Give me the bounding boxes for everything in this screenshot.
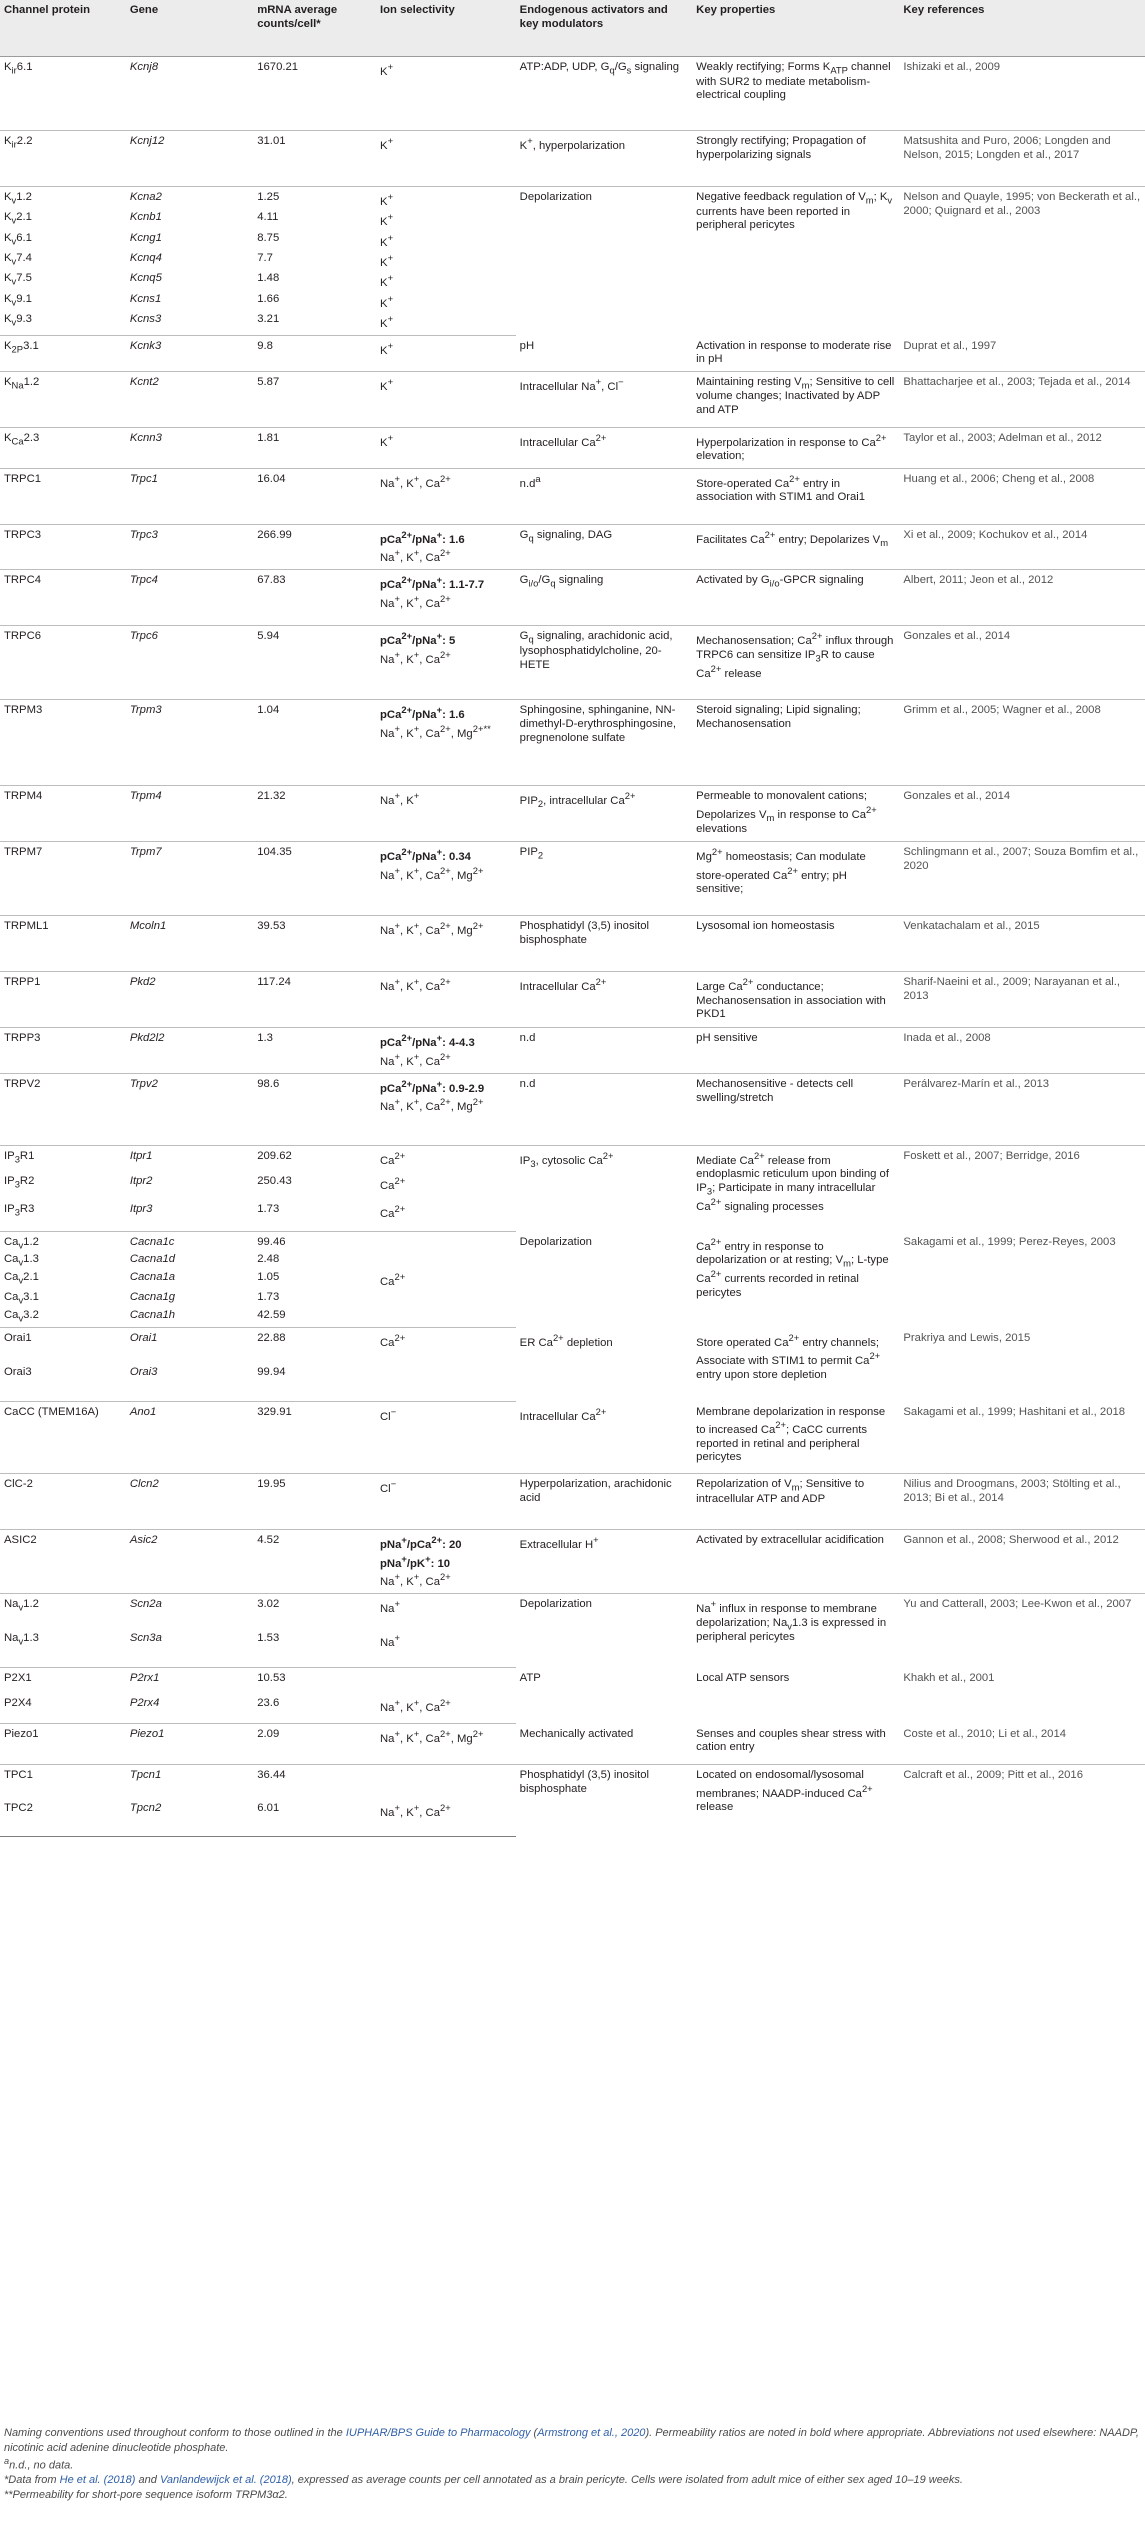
activators-cell: $IP_3$, cytosolic $Ca^{2+}$ <box>519 1150 614 1170</box>
ion-selectivity-cell: pCa$^{2+}$/pNa+: 4-4.3 Na+, K+, $Ca^{2+}$ <box>376 1028 516 1074</box>
gene-cell: Kcna2 <box>129 191 162 203</box>
gene-cell: Kcnb1 <box>129 211 162 224</box>
table-row <box>0 1530 1145 1594</box>
mrna-count-cell: 3.02 <box>257 1598 280 1611</box>
ion-selectivity-cell: Na+, K+, $Ca^{2+}$ <box>376 468 516 524</box>
channel-protein-cell: TRPM4 <box>0 786 126 842</box>
activators-cell: Phosphatidyl (3,5) inositol bisphosphate <box>519 1769 650 1795</box>
activators-cell: $G_q$ signaling, DAG <box>516 524 693 570</box>
activators-cell: $PIP_2$ <box>516 842 693 916</box>
mrna-count-cell: 1.04 <box>253 700 376 786</box>
table-header-row <box>0 0 1145 57</box>
ion-selectivity-cell: $Ca^{2+}$ <box>376 1202 516 1232</box>
ion-selectivity-cell: K+ <box>380 231 394 249</box>
mrna-count-cell: 4.52 <box>253 1530 376 1594</box>
ion-selectivity-cell: Na+, K+, $Ca^{2+}$, $Mg^{2+}$ <box>376 916 516 972</box>
mrna-count-cell: 42.59 <box>253 1308 376 1328</box>
ion-selectivity-cell: K+ <box>380 251 394 269</box>
mrna-count-cell: 4.11 <box>257 211 279 224</box>
mrna-count-cell: 1.05 <box>257 1270 280 1283</box>
channel-protein-cell: $K_v6.1$ <box>4 231 32 246</box>
mrna-count-cell: 16.04 <box>253 468 376 524</box>
channel-protein-cell: $Ca_v2.1$ <box>4 1270 39 1285</box>
ion-selectivity-cell: $Ca^{2+}$ <box>380 1270 406 1288</box>
ion-selectivity-cell: K+ <box>376 336 516 372</box>
gene-cell: Kcnn3 <box>126 427 253 468</box>
mrna-count-cell: 98.6 <box>253 1074 376 1146</box>
mrna-count-cell: 67.83 <box>253 570 376 626</box>
channel-protein-cell: $IP_3R3$ <box>0 1202 126 1232</box>
table-row <box>0 524 1145 570</box>
gene-cell: Trpc6 <box>126 626 253 700</box>
channel-protein-cell: $K_v2.1$ <box>4 211 32 226</box>
activators-cell: Phosphatidyl (3,5) inositol bisphosphate <box>516 916 693 972</box>
activators-cell: $G_q$ signaling, arachidonic acid, lysophosphatidylcholine, 20-HETE <box>516 626 693 700</box>
table-row <box>0 700 1145 786</box>
gene-cell: Trpm7 <box>126 842 253 916</box>
ion-selectivity-cell <box>376 1365 516 1402</box>
channel-protein-cell: TRPP1 <box>0 972 126 1028</box>
mrna-count-cell: 329.91 <box>253 1402 376 1474</box>
gene-cell: Trpm4 <box>126 786 253 842</box>
channel-protein-cell: TRPC1 <box>0 468 126 524</box>
ion-selectivity-cell <box>376 1232 516 1252</box>
table-row <box>0 1765 1145 1801</box>
key-properties-cell: Store operated $Ca^{2+}$ entry channels; Associate with STIM1 to permit $Ca^{2+}$ entry upon store depletion <box>696 1331 881 1381</box>
gene-cell: Trpv2 <box>126 1074 253 1146</box>
table-row <box>0 1474 1145 1530</box>
gene-cell: Scn2a <box>129 1598 162 1611</box>
channel-protein-cell: ClC-2 <box>0 1474 126 1530</box>
gene-cell: Scn3a <box>126 1631 253 1668</box>
gene-cell: Kcnk3 <box>126 336 253 372</box>
gene-cell: Cacna1c <box>129 1236 175 1249</box>
key-properties-cell: Activation in response to moderate rise in pH <box>692 336 899 372</box>
channel-protein-cell: CaCC (TMEM16A) <box>0 1402 126 1474</box>
key-references-cell: Bhattacharjee et al., 2003; Tejada et al., 2014 <box>899 371 1145 427</box>
channel-protein-cell: $K_{Ca}2.3$ <box>0 427 126 468</box>
key-references-cell: Gonzales et al., 2014 <box>899 626 1145 700</box>
ion-selectivity-cell: K+ <box>376 371 516 427</box>
mrna-count-cell: 2.09 <box>253 1724 376 1765</box>
key-references-cell: Calcraft et al., 2009; Pitt et al., 2016 <box>903 1769 1083 1782</box>
footnote: $^a$n.d., no data. <box>4 2456 74 2472</box>
channel-protein-cell: $K_v7.5$ <box>4 272 32 287</box>
table-row <box>0 1028 1145 1074</box>
gene-cell: Kcns3 <box>126 312 253 336</box>
activators-cell: Intracellular $Ca^{2+}$ <box>516 1402 693 1474</box>
activators-cell: K+, hyperpolarization <box>516 131 693 187</box>
key-properties-cell: Activated by $G_{i/o}$-GPCR signaling <box>692 570 899 626</box>
channel-protein-cell: $IP_3R1$ <box>4 1150 35 1165</box>
channel-protein-cell: P2X4 <box>0 1696 126 1724</box>
key-properties-cell: Repolarization of $V_m$; Sensitive to intracellular ATP and ADP <box>692 1474 899 1530</box>
channel-protein-cell: Orai3 <box>0 1365 126 1402</box>
channel-protein-cell: TRPM3 <box>0 700 126 786</box>
activators-cell: Sphingosine, sphinganine, NN-dimethyl-D-erythrosphingosine, pregnenolone sulfate <box>516 700 693 786</box>
table-row <box>0 1232 1145 1252</box>
mrna-count-cell: 23.6 <box>253 1696 376 1724</box>
ion-selectivity-cell: K+ <box>376 427 516 468</box>
mrna-count-cell: 5.94 <box>253 626 376 700</box>
table-row <box>0 842 1145 916</box>
mrna-count-cell: 39.53 <box>253 916 376 972</box>
ion-selectivity-cell: K+ <box>380 292 394 310</box>
gene-cell: Cacna1a <box>129 1270 176 1283</box>
gene-cell: Tpcn2 <box>126 1801 253 1837</box>
channel-protein-cell: TRPP3 <box>0 1028 126 1074</box>
channel-protein-cell: TPC2 <box>0 1801 126 1837</box>
channel-protein-cell: TRPV2 <box>0 1074 126 1146</box>
mrna-count-cell: 1.25 <box>257 191 280 203</box>
mrna-count-cell: 2.48 <box>257 1252 280 1265</box>
mrna-count-cell: 1.73 <box>257 1290 280 1303</box>
key-references-cell: Inada et al., 2008 <box>899 1028 1145 1074</box>
activators-cell: Depolarization <box>519 191 592 203</box>
activators-cell: n.d <box>516 1074 693 1146</box>
mrna-count-cell: 99.94 <box>253 1365 376 1402</box>
mrna-count-cell: 22.88 <box>257 1332 286 1345</box>
key-properties-cell: $Ca^{2+}$ entry in response to depolarization or at resting; $V_m$; L-type $Ca^{2+}$ currents recorded in retinal pericytes <box>696 1235 889 1299</box>
ion-selectivity-cell: pCa$^{2+}$/pNa+: 1.6 Na+, K+, $Ca^{2+}$ <box>376 524 516 570</box>
activators-cell: n.d <box>516 1028 693 1074</box>
gene-cell: Cacna1h <box>126 1308 253 1328</box>
mrna-count-cell: 10.53 <box>257 1672 286 1685</box>
ion-selectivity-cell <box>376 1308 516 1328</box>
key-references-cell: Schlingmann et al., 2007; Souza Bomfim et al., 2020 <box>899 842 1145 916</box>
ion-selectivity-cell: Cl− <box>376 1474 516 1530</box>
key-properties-cell: Located on endosomal/lysosomal membranes; NAADP-induced $Ca^{2+}$ release <box>696 1769 873 1814</box>
key-references-cell: Foskett et al., 2007; Berridge, 2016 <box>903 1150 1080 1163</box>
mrna-count-cell: 1.53 <box>253 1631 376 1668</box>
activators-cell: Depolarization <box>519 1235 592 1248</box>
gene-cell: Tpcn1 <box>129 1769 162 1782</box>
channel-protein-cell: $K_v7.4$ <box>4 251 32 267</box>
key-properties-cell: Strongly rectifying; Propagation of hyperpolarizing signals <box>692 131 899 187</box>
activators-cell: ER $Ca^{2+}$ depletion <box>519 1331 613 1349</box>
key-properties-cell: Negative feedback regulation of $V_m$; $K_v$ currents have been reported in peripheral pericytes <box>696 191 893 232</box>
ion-selectivity-cell: pCa$^{2+}$/pNa+: 0.34 Na+, K+, $Ca^{2+}$, $Mg^{2+}$ <box>376 842 516 916</box>
mrna-count-cell: 250.43 <box>257 1174 292 1187</box>
key-properties-cell: Mediate $Ca^{2+}$ release from endoplasmic reticulum upon binding of $IP_3$; Participate in many intracellular $Ca^{2+}$ signaling processes <box>696 1150 889 1214</box>
key-references-cell: Sharif-Naeini et al., 2009; Narayanan et al., 2013 <box>899 972 1145 1028</box>
key-references-cell: Coste et al., 2010; Li et al., 2014 <box>899 1724 1145 1765</box>
channel-protein-cell: TRPML1 <box>0 916 126 972</box>
channel-protein-cell: $Ca_v3.1$ <box>4 1290 39 1306</box>
key-properties-cell: Hyperpolarization in response to $Ca^{2+}$ elevation; <box>692 427 899 468</box>
table-row <box>0 916 1145 972</box>
gene-cell: Cacna1d <box>129 1252 176 1265</box>
key-references-cell: Venkatachalam et al., 2015 <box>899 916 1145 972</box>
ion-selectivity-cell: $Ca^{2+}$ <box>380 1332 406 1350</box>
gene-cell: Trpm3 <box>126 700 253 786</box>
activators-cell: Depolarization <box>519 1598 592 1611</box>
ion-selectivity-cell: K+ <box>376 131 516 187</box>
mrna-count-cell: 117.24 <box>253 972 376 1028</box>
ion-selectivity-cell: K+ <box>376 312 516 336</box>
table-row <box>0 1146 1145 1174</box>
gene-cell: Trpc4 <box>126 570 253 626</box>
key-properties-cell: Lysosomal ion homeostasis <box>692 916 899 972</box>
activators-cell: ATP:ADP, UDP, $G_q/G_s$ signaling <box>516 57 693 131</box>
key-references-cell: Sakagami et al., 1999; Perez-Reyes, 2003 <box>903 1235 1116 1248</box>
mrna-count-cell: 1.73 <box>253 1202 376 1232</box>
activators-cell: $G_{i/o}/G_q$ signaling <box>516 570 693 626</box>
ion-selectivity-cell: K+ <box>376 57 516 131</box>
table-footnotes <box>0 2426 1145 2502</box>
ion-selectivity-cell: K+ <box>380 211 394 229</box>
col-header-ion-selectivity: Ion selectivity <box>376 0 516 57</box>
key-references-cell: Nelson and Quayle, 1995; von Beckerath et al., 2000; Quignard et al., 2003 <box>903 191 1141 217</box>
gene-cell: Trpc3 <box>126 524 253 570</box>
table-row <box>0 1724 1145 1765</box>
key-properties-cell: Facilitates $Ca^{2+}$ entry; Depolarizes $V_m$ <box>692 524 899 570</box>
channel-protein-cell: Orai1 <box>4 1332 32 1345</box>
key-properties-cell: Large $Ca^{2+}$ conductance; Mechanosensation in association with PKD1 <box>692 972 899 1028</box>
gene-cell: Mcoln1 <box>126 916 253 972</box>
activators-cell: ATP <box>519 1671 541 1684</box>
channel-protein-cell: ASIC2 <box>0 1530 126 1594</box>
key-references-cell: Prakriya and Lewis, 2015 <box>903 1331 1031 1344</box>
gene-cell: P2rx4 <box>126 1696 253 1724</box>
ion-selectivity-cell: Cl− <box>376 1402 516 1474</box>
gene-cell: Asic2 <box>126 1530 253 1594</box>
key-properties-cell: Activated by extracellular acidification <box>692 1530 899 1594</box>
ion-selectivity-cell: K+ <box>380 272 394 290</box>
gene-cell: Piezo1 <box>126 1724 253 1765</box>
mrna-count-cell: 1670.21 <box>253 57 376 131</box>
ion-selectivity-cell: Na+, K+, $Ca^{2+}$ <box>376 1696 516 1724</box>
mrna-count-cell: 5.87 <box>253 371 376 427</box>
channel-protein-cell: $K_{Na}1.2$ <box>0 371 126 427</box>
channel-protein-cell: $Na_v1.2$ <box>4 1598 39 1613</box>
gene-cell: Pkd2l2 <box>126 1028 253 1074</box>
table-row <box>0 1074 1145 1146</box>
ion-selectivity-cell: pCa$^{2+}$/pNa+: 0.9-2.9 Na+, K+, $Ca^{2+}$, $Mg^{2+}$ <box>376 1074 516 1146</box>
table-row <box>0 468 1145 524</box>
channel-protein-cell: $IP_3R2$ <box>4 1174 35 1189</box>
mrna-count-cell: 31.01 <box>253 131 376 187</box>
activators-cell: Mechanically activated <box>516 1724 693 1765</box>
ion-selectivity-cell <box>376 1668 516 1696</box>
channel-protein-cell: TRPC4 <box>0 570 126 626</box>
gene-cell: Itpr2 <box>129 1174 153 1187</box>
gene-cell: Pkd2 <box>126 972 253 1028</box>
key-properties-cell: Permeable to monovalent cations; Depolarizes $V_m$ in response to $Ca^{2+}$ elevations <box>692 786 899 842</box>
key-properties-cell: pH sensitive <box>692 1028 899 1074</box>
footnote: **Permeability for short-pore sequence isoform TRPM3α2. <box>4 2488 288 2501</box>
gene-cell: Kcng1 <box>129 231 162 244</box>
table-row <box>0 1594 1145 1631</box>
ion-selectivity-cell <box>376 1765 516 1801</box>
table-row <box>0 570 1145 626</box>
table-row <box>0 1328 1145 1365</box>
gene-cell: Clcn2 <box>126 1474 253 1530</box>
channel-protein-cell: $K_{ir}2.2$ <box>0 131 126 187</box>
table-row <box>0 626 1145 700</box>
key-properties-cell: Weakly rectifying; Forms $K_{ATP}$ channel with SUR2 to mediate metabolism-electrical coupling <box>692 57 899 131</box>
key-properties-cell: Store-operated $Ca^{2+}$ entry in association with STIM1 and Orai1 <box>692 468 899 524</box>
gene-cell: Trpc1 <box>126 468 253 524</box>
table-row <box>0 336 1145 372</box>
activators-cell: Intracellular $Ca^{2+}$ <box>516 427 693 468</box>
mrna-count-cell: 3.21 <box>253 312 376 336</box>
col-header-channel-protein: Channel protein <box>0 0 126 57</box>
gene-cell: Kcns1 <box>129 292 162 305</box>
mrna-count-cell: 1.3 <box>253 1028 376 1074</box>
ion-selectivity-cell: Na+ <box>380 1598 400 1616</box>
gene-cell: P2rx1 <box>129 1672 160 1685</box>
channel-protein-cell: $Na_v1.3$ <box>0 1631 126 1668</box>
channel-protein-cell: $K_v9.1$ <box>4 292 32 307</box>
ion-selectivity-cell <box>376 1290 516 1308</box>
key-references-cell: Gannon et al., 2008; Sherwood et al., 2012 <box>899 1530 1145 1594</box>
mrna-count-cell: 6.01 <box>253 1801 376 1837</box>
key-references-cell: Xi et al., 2009; Kochukov et al., 2014 <box>899 524 1145 570</box>
key-references-cell: Sakagami et al., 1999; Hashitani et al., 2018 <box>899 1402 1145 1474</box>
mrna-count-cell: 1.81 <box>253 427 376 468</box>
channel-protein-cell: $K_v1.2$ <box>4 191 32 206</box>
key-references-cell: Matsushita and Puro, 2006; Longden and Nelson, 2015; Longden et al., 2017 <box>899 131 1145 187</box>
key-properties-cell: Na+ influx in response to membrane depolarization; $Na_v1.3$ is expressed in peripheral pericytes <box>696 1598 887 1644</box>
channel-protein-cell: $Ca_v3.2$ <box>0 1308 126 1328</box>
mrna-count-cell: 21.32 <box>253 786 376 842</box>
activators-cell: pH <box>516 336 693 372</box>
channel-protein-cell: TRPC3 <box>0 524 126 570</box>
activators-cell: Intracellular Na+, Cl− <box>516 371 693 427</box>
ion-selectivity-cell: pCa$^{2+}$/pNa+: 1.6 Na+, K+, $Ca^{2+}$, $Mg^{2+**}$ <box>376 700 516 786</box>
table-row <box>0 187 1145 211</box>
mrna-count-cell: 8.75 <box>257 231 280 244</box>
ion-selectivity-cell: Na+, K+, $Ca^{2+}$, $Mg^{2+}$ <box>376 1724 516 1765</box>
ion-selectivity-cell: $Ca^{2+}$ <box>380 1174 406 1192</box>
channel-protein-cell: $Ca_v1.2$ <box>4 1236 39 1251</box>
channel-protein-cell: $K_{ir}6.1$ <box>0 57 126 131</box>
key-references-cell: Perálvarez-Marín et al., 2013 <box>899 1074 1145 1146</box>
col-header-activators: Endogenous activators and key modulators <box>516 0 693 57</box>
key-properties-cell: Maintaining resting $V_m$; Sensitive to cell volume changes; Inactivated by ADP and ATP <box>692 371 899 427</box>
key-references-cell: Gonzales et al., 2014 <box>899 786 1145 842</box>
table-row <box>0 972 1145 1028</box>
key-references-cell: Duprat et al., 1997 <box>899 336 1145 372</box>
table-row <box>0 427 1145 468</box>
ion-selectivity-cell: Na+, K+ <box>376 786 516 842</box>
ion-selectivity-cell: Na+, K+, $Ca^{2+}$ <box>376 1801 516 1837</box>
footnote: Naming conventions used throughout conform to those outlined in the IUPHAR/BPS Guide to Pharmacology (Armstrong et al., 2020). Permeability ratios are noted in bold where appropriate. Abbreviations not used elsewhere: NAADP, nicotinic acid adenine dinucleotide phosphate. <box>4 2427 1139 2454</box>
mrna-count-cell: 104.35 <box>253 842 376 916</box>
mrna-count-cell: 1.48 <box>257 272 280 285</box>
activators-cell: Intracellular $Ca^{2+}$ <box>516 972 693 1028</box>
ion-selectivity-cell: K+ <box>380 191 394 208</box>
table-row <box>0 57 1145 131</box>
gene-cell: Orai1 <box>129 1332 158 1345</box>
channel-protein-cell: TRPC6 <box>0 626 126 700</box>
key-references-cell: Albert, 2011; Jeon et al., 2012 <box>899 570 1145 626</box>
gene-cell: Kcnq5 <box>129 272 162 285</box>
channel-protein-cell: TRPM7 <box>0 842 126 916</box>
table-row <box>0 1402 1145 1474</box>
activators-cell: Hyperpolarization, arachidonic acid <box>516 1474 693 1530</box>
ion-selectivity-cell: Na+, K+, $Ca^{2+}$ <box>376 972 516 1028</box>
channel-protein-cell: $K_{2P}3.1$ <box>0 336 126 372</box>
key-properties-cell: $Mg^{2+}$ homeostasis; Can modulate store-operated $Ca^{2+}$ entry; pH sensitive; <box>692 842 899 916</box>
ion-selectivity-cell: pNa+/pCa$^{2+}$: 20 pNa+/pK+: 10 Na+, K+, $Ca^{2+}$ <box>376 1530 516 1594</box>
table-row <box>0 131 1145 187</box>
mrna-count-cell: 19.95 <box>253 1474 376 1530</box>
channel-protein-cell: $K_v9.3$ <box>0 312 126 336</box>
gene-cell: Kcnj12 <box>126 131 253 187</box>
table-row <box>0 1668 1145 1696</box>
key-references-cell: Huang et al., 2006; Cheng et al., 2008 <box>899 468 1145 524</box>
key-references-cell: Ishizaki et al., 2009 <box>899 57 1145 131</box>
channel-protein-cell: TPC1 <box>4 1769 33 1782</box>
key-references-cell: Taylor et al., 2003; Adelman et al., 2012 <box>899 427 1145 468</box>
key-references-cell: Khakh et al., 2001 <box>903 1671 995 1684</box>
channel-protein-cell: Piezo1 <box>0 1724 126 1765</box>
key-references-cell: Nilius and Droogmans, 2003; Stölting et al., 2013; Bi et al., 2014 <box>899 1474 1145 1530</box>
gene-cell: Itpr3 <box>126 1202 253 1232</box>
col-header-mrna: mRNA average counts/cell* <box>253 0 376 57</box>
col-header-gene: Gene <box>126 0 253 57</box>
ion-selectivity-cell: $Ca^{2+}$ <box>380 1150 406 1167</box>
key-properties-cell: Membrane depolarization in response to increased $Ca^{2+}$; CaCC currents reported in retinal and peripheral pericytes <box>692 1402 899 1474</box>
gene-cell: Itpr1 <box>129 1150 153 1163</box>
mrna-count-cell: 99.46 <box>257 1236 286 1249</box>
key-properties-cell: Senses and couples shear stress with cation entry <box>692 1724 899 1765</box>
key-references-cell: Grimm et al., 2005; Wagner et al., 2008 <box>899 700 1145 786</box>
col-header-key-references: Key references <box>899 0 1145 57</box>
channel-protein-cell: $Ca_v1.3$ <box>4 1252 39 1267</box>
gene-cell: Ano1 <box>126 1402 253 1474</box>
key-properties-cell: Mechanosensitive - detects cell swelling/stretch <box>692 1074 899 1146</box>
gene-cell: Cacna1g <box>129 1290 176 1303</box>
mrna-count-cell: 7.7 <box>257 251 273 264</box>
mrna-count-cell: 9.8 <box>253 336 376 372</box>
activators-cell: $PIP_2$, intracellular $Ca^{2+}$ <box>516 786 693 842</box>
key-properties-cell: Steroid signaling; Lipid signaling; Mechanosensation <box>692 700 899 786</box>
mrna-count-cell: 1.66 <box>257 292 280 305</box>
table-row <box>0 786 1145 842</box>
gene-cell: Kcnj8 <box>126 57 253 131</box>
mrna-count-cell: 36.44 <box>257 1769 286 1782</box>
table-row <box>0 371 1145 427</box>
ion-selectivity-cell <box>376 1252 516 1270</box>
ion-selectivity-cell: pCa$^{2+}$/pNa+: 1.1-7.7 Na+, K+, $Ca^{2+}$ <box>376 570 516 626</box>
activators-cell: Extracellular H+ <box>516 1530 693 1594</box>
footnote: *Data from He et al. (2018) and Vanlandewijck et al. (2018), expressed as average counts per cell annotated as a brain pericyte. Cells were isolated from adult mice of either sex aged 10–19 weeks. <box>4 2474 963 2487</box>
col-header-key-properties: Key properties <box>692 0 899 57</box>
ion-selectivity-cell: pCa$^{2+}$/pNa+: 5 Na+, K+, $Ca^{2+}$ <box>376 626 516 700</box>
key-properties-cell: Mechanosensation; $Ca^{2+}$ influx through TRPC6 can sensitize $IP_3R$ to cause $Ca^{2+}$ release <box>692 626 899 700</box>
gene-cell: Kcnt2 <box>126 371 253 427</box>
ion-selectivity-cell: Na+ <box>376 1631 516 1668</box>
channel-protein-cell: P2X1 <box>4 1672 32 1685</box>
activators-cell: $n.d^a$ <box>516 468 693 524</box>
mrna-count-cell: 209.62 <box>257 1150 292 1163</box>
mrna-count-cell: 266.99 <box>253 524 376 570</box>
key-references-cell: Yu and Catterall, 2003; Lee-Kwon et al., 2007 <box>903 1598 1132 1611</box>
gene-cell: Orai3 <box>126 1365 253 1402</box>
gene-cell: Kcnq4 <box>129 251 162 264</box>
key-properties-cell: Local ATP sensors <box>696 1671 790 1684</box>
